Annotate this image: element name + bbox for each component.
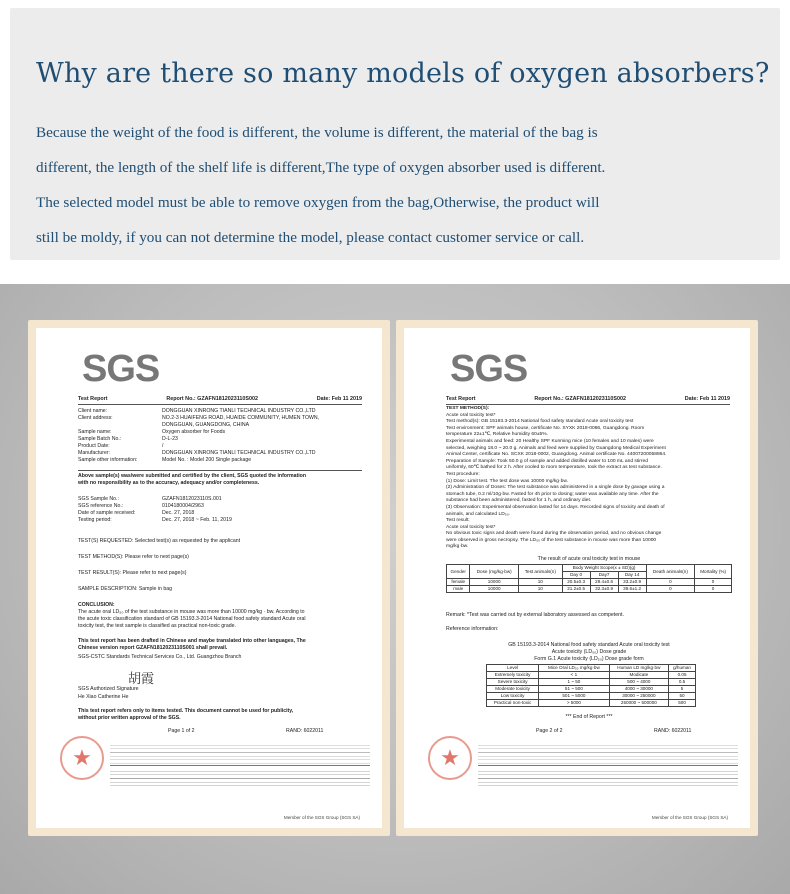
- table-row: Low toxicity 501 ~ 5000 30000 ~ 250000 50: [487, 693, 696, 700]
- test-report-label: Test Report: [78, 396, 108, 402]
- result-table: Gender Dose (mg/kg·bw) Test animals(n) Body Weight Scope(x ± SD)(g) Death animals(n) Mortality (%) Day 0 Day7 Day 14 female 10000 10 20.5±0.3 29.4±0.6 33.2±0.9 0 0 male 10000 10 21.2±0.5 32.3±0.9 39.6±1.2 0 0: [446, 564, 732, 593]
- fine-print: [110, 742, 370, 786]
- table-row: Extremely toxicity < 1 Modicate 0.05: [487, 672, 696, 679]
- signature: 胡霞: [128, 672, 155, 687]
- report-date: Date: Feb 11 2019: [684, 396, 730, 402]
- drafted-note: This test report has been drafted in Chinese and maybe translated into other languages, The Chinese version report GZAFN1812023110S001 shall prevail.: [78, 638, 306, 651]
- rand-code: RAND: 6022011: [286, 728, 324, 734]
- sgs-fields: SGS Sample No.: GZAFN1812023110S.001 SGS reference No.: 0104180004/2963 Date of sample received: Dec. 27, 2018 Testing period: Dec. 27, 2018 ~ Feb. 11, 2019: [78, 496, 232, 523]
- divider: [78, 470, 362, 471]
- report-number: Report No.: GZAFN1812023110S002: [166, 396, 258, 402]
- sgs-logo: SGS: [450, 348, 528, 390]
- report-date: Date: Feb 11 2019: [316, 396, 362, 402]
- rand-code: RAND: 6022011: [654, 728, 692, 734]
- above-statement: Above sample(s) was/were submitted and certified by the client, SGS quoted the information with no responsibility as to the accuracy, adequacy and/or completeness.: [78, 473, 307, 486]
- intro-line-4: still be moldy, if you can not determine the model, please contact customer service or call.: [36, 229, 585, 246]
- divider: [78, 404, 362, 405]
- table-row: female 10000 10 20.5±0.3 29.4±0.6 33.2±0.9 0 0: [447, 579, 732, 586]
- table-row: Severe toxicity 1 ~ 50 500 ~ 4000 0.5: [487, 679, 696, 686]
- report-meta: [446, 396, 730, 402]
- sgs-logo: SGS: [82, 348, 160, 390]
- result-table-title: The result of acute oral toxicity test in mouse: [537, 556, 641, 562]
- grade-form-title: Form G.1 Acute toxicity (LD₅₀) Dose grade form: [534, 656, 644, 662]
- certificate-page-2: [396, 320, 758, 836]
- page-number: Page 1 of 2: [168, 728, 195, 734]
- intro-line-2: different, the length of the shelf life is different,The type of oxygen absorber used is different.: [36, 159, 606, 176]
- report-sheet-1: [36, 328, 382, 828]
- certificate-page-1: [28, 320, 390, 836]
- authorized-signature: SGS Authorized Signature: [78, 686, 139, 692]
- tests-requested: TEST(S) REQUESTED: Selected test(s) as requested by the applicant: [78, 538, 241, 544]
- conclusion: CONCLUSION: The acute oral LD₅₀ of the test substance in mouse was more than 10000 mg/kg · bw. According to the acute toxic classification standard of GB 15193.3-2014 National food safety standard Acute oral toxicity test, the test sample is classified as practical non-toxic grade.: [78, 602, 306, 629]
- page-number: Page 2 of 2: [536, 728, 563, 734]
- page-title: Why are there so many models of oxygen absorbers?: [36, 58, 770, 89]
- divider: [446, 404, 730, 405]
- end-of-report: *** End of Report ***: [565, 714, 613, 720]
- table-row: Practical non-toxic > 5000 250000 ~ 500000 500: [487, 700, 696, 707]
- usage-note: This test report refers only to items tested. This document cannot be used for publicity, without prior written approval of the SGS.: [78, 708, 294, 721]
- reference-info: Reference information:: [446, 626, 499, 632]
- member-footer: Member of the SGS Group (SGS SA): [651, 815, 728, 820]
- dose-grade: Acute toxicity (LD₅₀) Dose grade: [551, 649, 627, 655]
- test-result: TEST RESULT(S): Please refer to next page(s): [78, 570, 187, 576]
- grade-table: Level Mice Oral LD₅₀ mg/kg·bw Human LD mg/kg·bw g/human Extremely toxicity < 1 Modicate 0.05 Severe toxicity 1 ~ 50 500 ~ 4000 0.5 Moderate toxicity 51 ~ 500 4000 ~ 30000 5 Low toxicity 501 ~ 5000 30000 ~ 250000 50 Practical non-toxic > 5000 250000 ~ 500000 500: [486, 664, 696, 707]
- report-sheet-2: [404, 328, 750, 828]
- table-row: male 10000 10 21.2±0.5 32.3±0.9 39.6±1.2 0 0: [447, 586, 732, 593]
- table-row: Moderate toxicity 51 ~ 500 4000 ~ 30000 5: [487, 686, 696, 693]
- seal-stamp: ★: [428, 736, 472, 780]
- intro-line-3: The selected model must be able to remove oxygen from the bag,Otherwise, the product will: [36, 194, 600, 211]
- client-fields: Client name: DONGGUAN XINRONG TIANLI TECHNICAL INDUSTRY CO.,LTD Client address: NO.2-3 HUAIFENG ROAD, HUAIDE COMMUNITY, HUMEN TOWN, DONGGUAN, GUANGDONG, CHINA Sample name: Oxygen absorber for Foods Sample Batch No.: D-L-23 Product Date: / Manufacturer: DONGGUAN XINRONG TIANLI TECHNICAL INDUSTRY CO.,LTD Sample other information: Model No. : Model 200 Single package: [78, 408, 320, 463]
- sgs-cstc: SGS-CSTC Standards Technical Services Co., Ltd. Guangzhou Branch: [78, 654, 242, 660]
- sample-description: SAMPLE DESCRIPTION: Sample in bag: [78, 586, 172, 592]
- remark: Remark: *Test was carried out by external laboratory assessed as competent.: [446, 612, 624, 618]
- intro-line-1: Because the weight of the food is different, the volume is different, the material of the bag is: [36, 124, 598, 141]
- test-report-label: Test Report: [446, 396, 476, 402]
- report-number: Report No.: GZAFN1812023110S002: [534, 396, 626, 402]
- test-method: TEST METHOD(S): Please refer to next page(s): [78, 554, 189, 560]
- method-text: TEST METHOD(S): Acute oral toxicity test* Test method(s): GB 15193.3-2014 National food safety standard Acute oral toxicity test Test environment: SPF animals house, certificate No. SYXK 2018-0086, Guangdong. Room temperature 22±1℃, Relative humidity 60±5%. Experimental animals and feed: 20 Healthy SPF Kunming mice (10 females and 10 males) were selected, weighing 18.0 ~ 20.0 g. Animals and feed were supplied by Guangdong Medical Experiment Animal Center, certificate No. SCXK 2018-0002, Guangdong. Animal certificate No. 44007200058864. Preparation of Sample: Took 50.0 g of sample and added distilled water to 100 mL and stirred uniformly, 60℃ bathed for 2 h. After cooled to room temperature, took the extract as test substance. Test procedure: (1) Dose: Limit test. The test dose was 10000 mg/kg·bw. (2) Administration of Doses: The test substance was administered in a single dose by gavage using a stomach tube, 0.2 ml/10g·bw. Fasted for 4h prior to dosing; water was available any time. After the substance had been administered, fasted for 1 h, and ordinary diet. (3) Observation: Experimental observation lasted for 14 days. Recorded signs of toxicity and death of animals, and calculated LD₅₀. Test result: Acute oral toxicity test* No obvious toxic signs and death were found during the observation period, and no obvious change were observed in gross necropsy. The LD₅₀ of the test substance in mouse was more than 10000 mg/kg·bw.: [446, 406, 667, 550]
- member-footer: Member of the SGS Group (SGS SA): [283, 815, 360, 820]
- seal-stamp: ★: [60, 736, 104, 780]
- gb-standard: GB 15193.3-2014 National food safety standard Acute oral toxicity test: [508, 642, 670, 648]
- signer-name: He Xiao Catherine He: [78, 694, 129, 700]
- report-meta: [78, 396, 362, 402]
- fine-print: [478, 742, 738, 786]
